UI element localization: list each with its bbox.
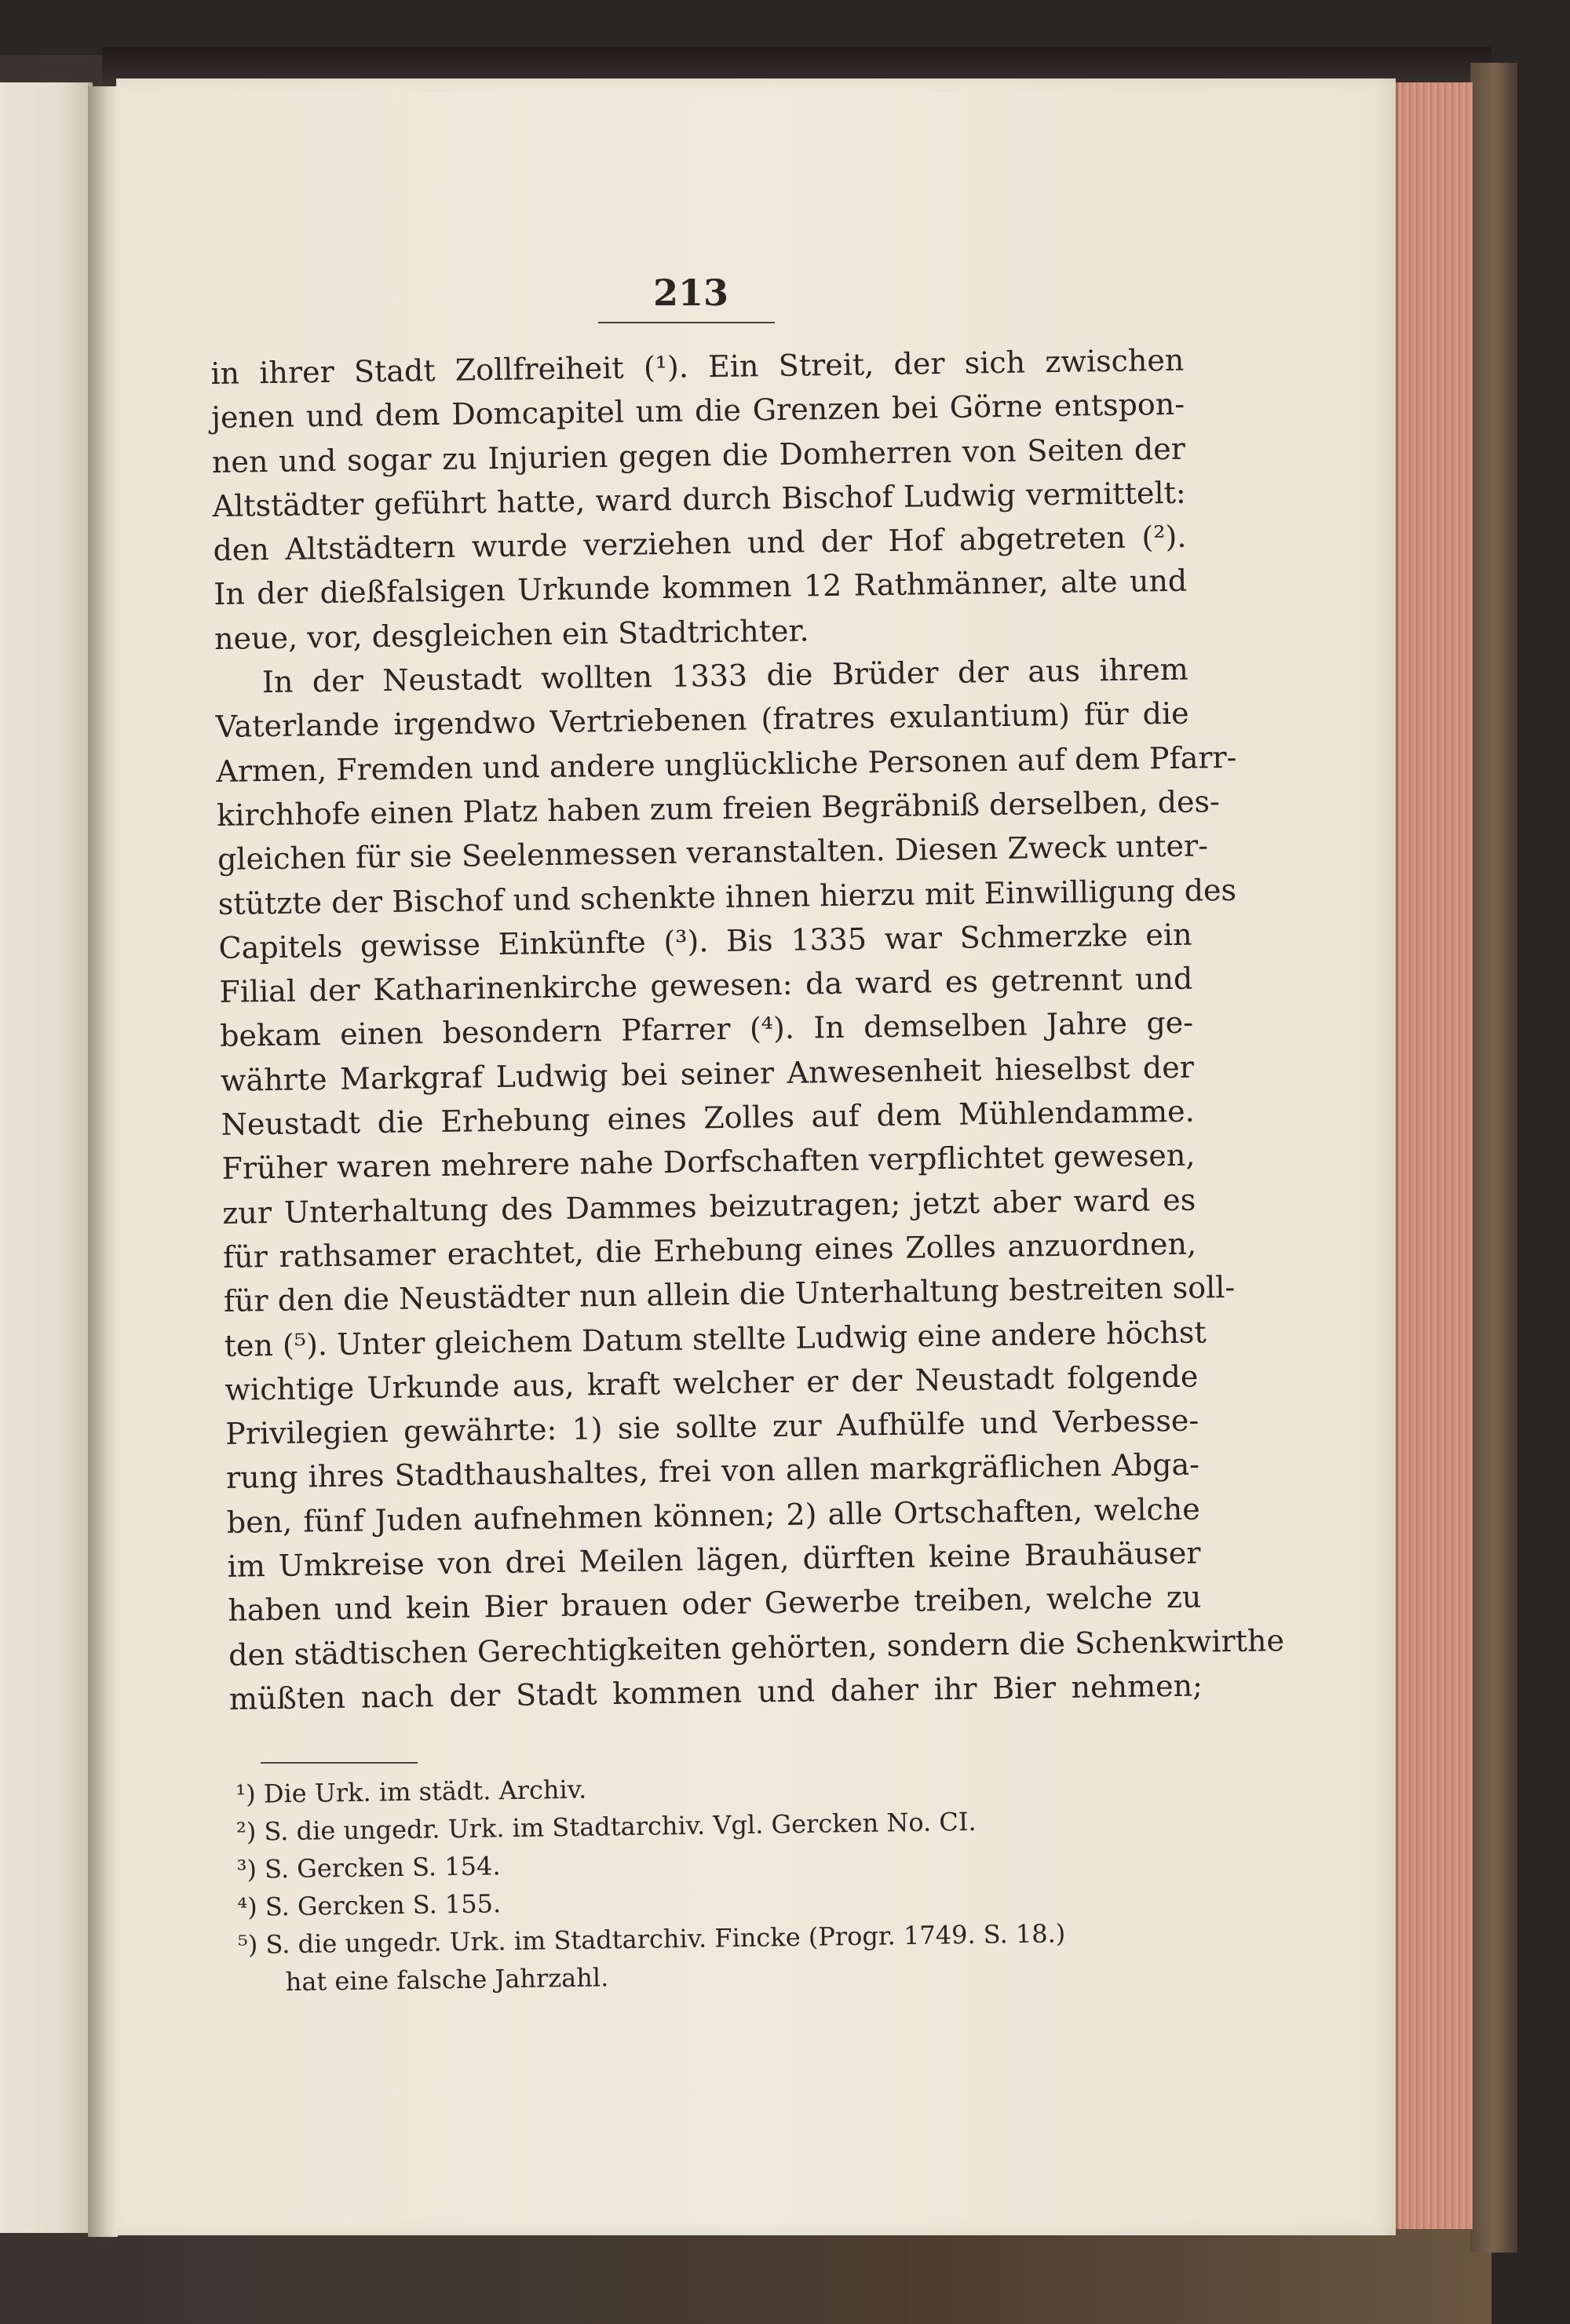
text-line: Privilegien gewährte: 1) sie sollte zur Aufhülfe und Verbesse- [225, 1403, 1199, 1451]
text-line: ben, fünf Juden aufnehmen können; 2) alle Ortschaften, welche [226, 1491, 1201, 1540]
text-line: Capitels gewisse Einkünfte (³). Bis 1335 war Schmerzke ein [218, 917, 1192, 965]
text-line: Neustadt die Erhebung eines Zolles auf dem Mühlendamme. [221, 1093, 1195, 1142]
text-line: Armen, Fremden und andere unglückliche Personen auf dem Pfarr- [216, 739, 1237, 789]
text-line: für rathsamer erachtet, die Erhebung eines Zolles anzuordnen, [222, 1226, 1197, 1275]
footnote: ⁵) S. die ungedr. Urk. im Stadtarchiv. Fincke (Progr. 1749. S. 18.) [237, 1918, 1066, 1960]
text-line: neue, vor, desgleichen ein Stadtrichter. [214, 613, 809, 656]
text-line: Filial der Katharinenkirche gewesen: da ward es getrennt und [219, 961, 1193, 1010]
text-line: den städtischen Gerechtigkeiten gehörten, sondern die Schenkwirthe [228, 1622, 1285, 1673]
left-page-edge [0, 82, 93, 2233]
text-line: den Altstädtern wurde verziehen und der Hof abgetreten (²). [213, 519, 1187, 568]
text-line: für den die Neustädter nun allein die Unterhaltung bestreiten soll- [223, 1270, 1236, 1319]
body-text [210, 338, 1285, 1721]
footnote: ¹) Die Urk. im städt. Archiv. [236, 1774, 587, 1809]
text-line: In der dießfalsigen Urkunde kommen 12 Rathmänner, alte und [214, 564, 1188, 612]
text-line: bekam einen besondern Pfarrer (⁴). In demselben Jahre ge- [219, 1005, 1194, 1054]
footnote-rule [261, 1762, 418, 1764]
footnote: ²) S. die ungedr. Urk. im Stadtarchiv. Vgl. Gercken No. CI. [236, 1806, 977, 1847]
book-board-edge [1470, 63, 1517, 2253]
text-line: In der Neustadt wollten 1333 die Brüder der aus ihrem [261, 651, 1189, 700]
text-line: gleichen für sie Seelenmessen veranstalten. Diesen Zweck unter- [217, 828, 1209, 877]
text-line: haben und kein Bier brauen oder Gewerbe treiben, welche zu [228, 1579, 1202, 1629]
footnotes [236, 1762, 1220, 2001]
footnote: ⁴) S. Gercken S. 155. [237, 1888, 502, 1922]
text-line: kirchhofe einen Platz haben zum freien Begräbniß derselben, des- [216, 784, 1221, 833]
text-line: in ihrer Stadt Zollfreiheit (¹). Ein Streit, der sich zwischen [210, 342, 1185, 391]
footnote-continuation: hat eine falsche Jahrzahl. [285, 1962, 609, 1997]
text-line: stützte der Bischof und schenkte ihnen hierzu mit Einwilligung des [217, 872, 1237, 921]
text-line: wichtige Urkunde aus, kraft welcher er der Neustadt folgende [225, 1359, 1199, 1407]
text-line: Altstädter geführt hatte, ward durch Bischof Ludwig vermittelt: [212, 475, 1186, 524]
text-line: Früher waren mehrere nahe Dorfschaften verpflichtet gewesen, [221, 1137, 1196, 1187]
text-line: Vaterlande irgendwo Vertriebenen (fratres exulantium) für die [215, 696, 1189, 745]
text-line: nen und sogar zu Injurien gegen die Domherren von Seiten der [211, 431, 1186, 480]
header-rule [598, 322, 775, 323]
text-line: zur Unterhaltung des Dammes beizutragen; jetzt aber ward es [222, 1182, 1196, 1231]
page-number: 213 [652, 272, 729, 314]
book-gutter [88, 86, 118, 2237]
page-fore-edge [1396, 82, 1473, 2229]
text-line: jenen und dem Domcapitel um die Grenzen bei Görne entspon- [210, 386, 1185, 436]
text-line: im Umkreise von drei Meilen lägen, dürften keine Brauhäuser [227, 1535, 1201, 1584]
text-line: müßten nach der Stadt kommen und daher ihr Bier nehmen; [228, 1668, 1203, 1717]
footnote: ³) S. Gercken S. 154. [236, 1851, 501, 1884]
text-line: rung ihres Stadthaushaltes, frei von allen markgräflichen Abga- [225, 1447, 1200, 1496]
text-line: währte Markgraf Ludwig bei seiner Anwesenheit hieselbst der [220, 1049, 1195, 1098]
text-line: ten (⁵). Unter gleichem Datum stellte Ludwig eine andere höchst [224, 1314, 1207, 1363]
